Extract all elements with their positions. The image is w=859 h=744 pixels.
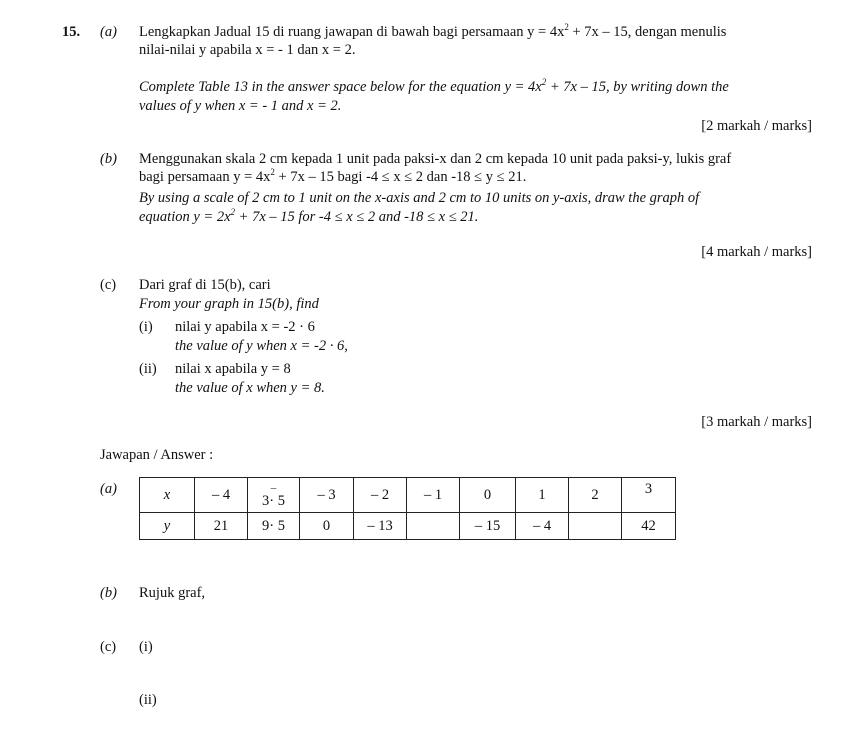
answer-table bbox=[139, 477, 676, 540]
superscript: 2 bbox=[230, 207, 236, 218]
part-a-malay-eq-rest: + 7x – 15, dengan menulis bbox=[568, 24, 727, 40]
part-a-marks: [2 markah / marks] bbox=[701, 118, 812, 134]
answer-c-ii-label: (ii) bbox=[139, 692, 157, 708]
part-b-label: (b) bbox=[100, 151, 117, 167]
part-a-malay-line1 bbox=[139, 23, 726, 41]
table-cell-x: 2 bbox=[569, 478, 622, 513]
part-c-label: (c) bbox=[100, 277, 117, 293]
table-cell-x: 1 bbox=[516, 478, 569, 513]
table-cell-y: – 15 bbox=[460, 513, 516, 540]
table-header-y: y bbox=[140, 513, 195, 540]
part-b-malay-eq-rest: + 7x – 15 bagi -4 ≤ x ≤ 2 dan -18 ≤ y ≤ 21. bbox=[274, 169, 527, 185]
table-cell-x: – 2 bbox=[354, 478, 407, 513]
table-row-y bbox=[140, 513, 676, 540]
part-c-marks: [3 markah / marks] bbox=[701, 414, 812, 430]
part-a-malay-text: Lengkapkan Jadual 15 di ruang jawapan di bawah bagi persamaan bbox=[139, 24, 528, 40]
part-a-malay-eq: y = 4x bbox=[527, 24, 565, 40]
answer-b-label: (b) bbox=[100, 585, 117, 601]
table-cell-y: 42 bbox=[622, 513, 676, 540]
table-cell-x: 0 bbox=[460, 478, 516, 513]
part-c-ii-malay: nilai x apabila y = 8 bbox=[175, 361, 291, 377]
table-row-x bbox=[140, 478, 676, 513]
table-cell-y: – 4 bbox=[516, 513, 569, 540]
superscript: 2 bbox=[541, 77, 547, 88]
part-b-english-line2 bbox=[139, 208, 478, 226]
table-cell-x-value: – 3· 5 bbox=[262, 493, 285, 510]
table-cell-y-blank[interactable] bbox=[407, 513, 460, 540]
table-cell-y: 9· 5 bbox=[248, 513, 300, 540]
part-b-malay-line2 bbox=[139, 168, 526, 186]
table-cell-x bbox=[622, 478, 676, 513]
part-a-english-eq: y = 4x bbox=[504, 79, 542, 95]
table-cell-x bbox=[248, 478, 300, 513]
part-c-i-label: (i) bbox=[139, 319, 153, 335]
table-cell-y-blank[interactable] bbox=[569, 513, 622, 540]
part-a-english-eq-rest: + 7x – 15, by writing down the bbox=[546, 79, 729, 95]
table-cell-x: – 3 bbox=[300, 478, 354, 513]
part-b-english-eq-rest: + 7x – 15 for -4 ≤ x ≤ 2 and -18 ≤ x ≤ 21. bbox=[235, 209, 479, 225]
part-b-marks: [4 markah / marks] bbox=[701, 244, 812, 260]
answer-a-label: (a) bbox=[100, 481, 117, 497]
answer-b-text: Rujuk graf, bbox=[139, 585, 206, 601]
table-header-x: x bbox=[140, 478, 195, 513]
table-cell-y: 21 bbox=[195, 513, 248, 540]
answer-c-i-label: (i) bbox=[139, 639, 153, 655]
part-b-english-eq: equation y = 2x bbox=[139, 209, 231, 225]
answer-c-label: (c) bbox=[100, 639, 117, 655]
table-cell-x: – 4 bbox=[195, 478, 248, 513]
table-cell-y: 0 bbox=[300, 513, 354, 540]
answer-heading: Jawapan / Answer : bbox=[100, 447, 214, 463]
superscript: 2 bbox=[270, 167, 275, 178]
part-b-malay-eq: bagi persamaan y = 4x bbox=[139, 169, 271, 185]
superscript: 2 bbox=[564, 22, 569, 33]
table-cell-x: – 1 bbox=[407, 478, 460, 513]
part-c-malay-line1: Dari graf di 15(b), cari bbox=[139, 277, 271, 293]
table-cell-x-value: 3 bbox=[644, 480, 653, 497]
part-c-ii-english: the value of x when y = 8. bbox=[175, 380, 325, 396]
part-c-i-english: the value of y when x = -2 · 6, bbox=[175, 338, 348, 354]
part-b-malay-line1: Menggunakan skala 2 cm kepada 1 unit pada paksi-x dan 2 cm kepada 10 unit pada paksi-y, lukis graf bbox=[139, 151, 732, 167]
part-a-english-text: Complete Table 13 in the answer space below for the equation bbox=[139, 79, 505, 95]
part-a-label: (a) bbox=[100, 24, 117, 40]
part-c-english-line1: From your graph in 15(b), find bbox=[139, 296, 319, 312]
part-a-english-line1 bbox=[139, 78, 729, 96]
part-a-english-line2: values of y when x = - 1 and x = 2. bbox=[139, 98, 342, 114]
question-number: 15. bbox=[62, 24, 81, 40]
part-c-ii-label: (ii) bbox=[139, 361, 157, 377]
part-c-i-malay: nilai y apabila x = -2 · 6 bbox=[175, 319, 315, 335]
part-b-english-line1: By using a scale of 2 cm to 1 unit on the x-axis and 2 cm to 10 units on y-axis, draw the graph of bbox=[139, 190, 700, 206]
part-a-malay-line2: nilai-nilai y apabila x = - 1 dan x = 2. bbox=[139, 42, 356, 58]
table-cell-y: – 13 bbox=[354, 513, 407, 540]
